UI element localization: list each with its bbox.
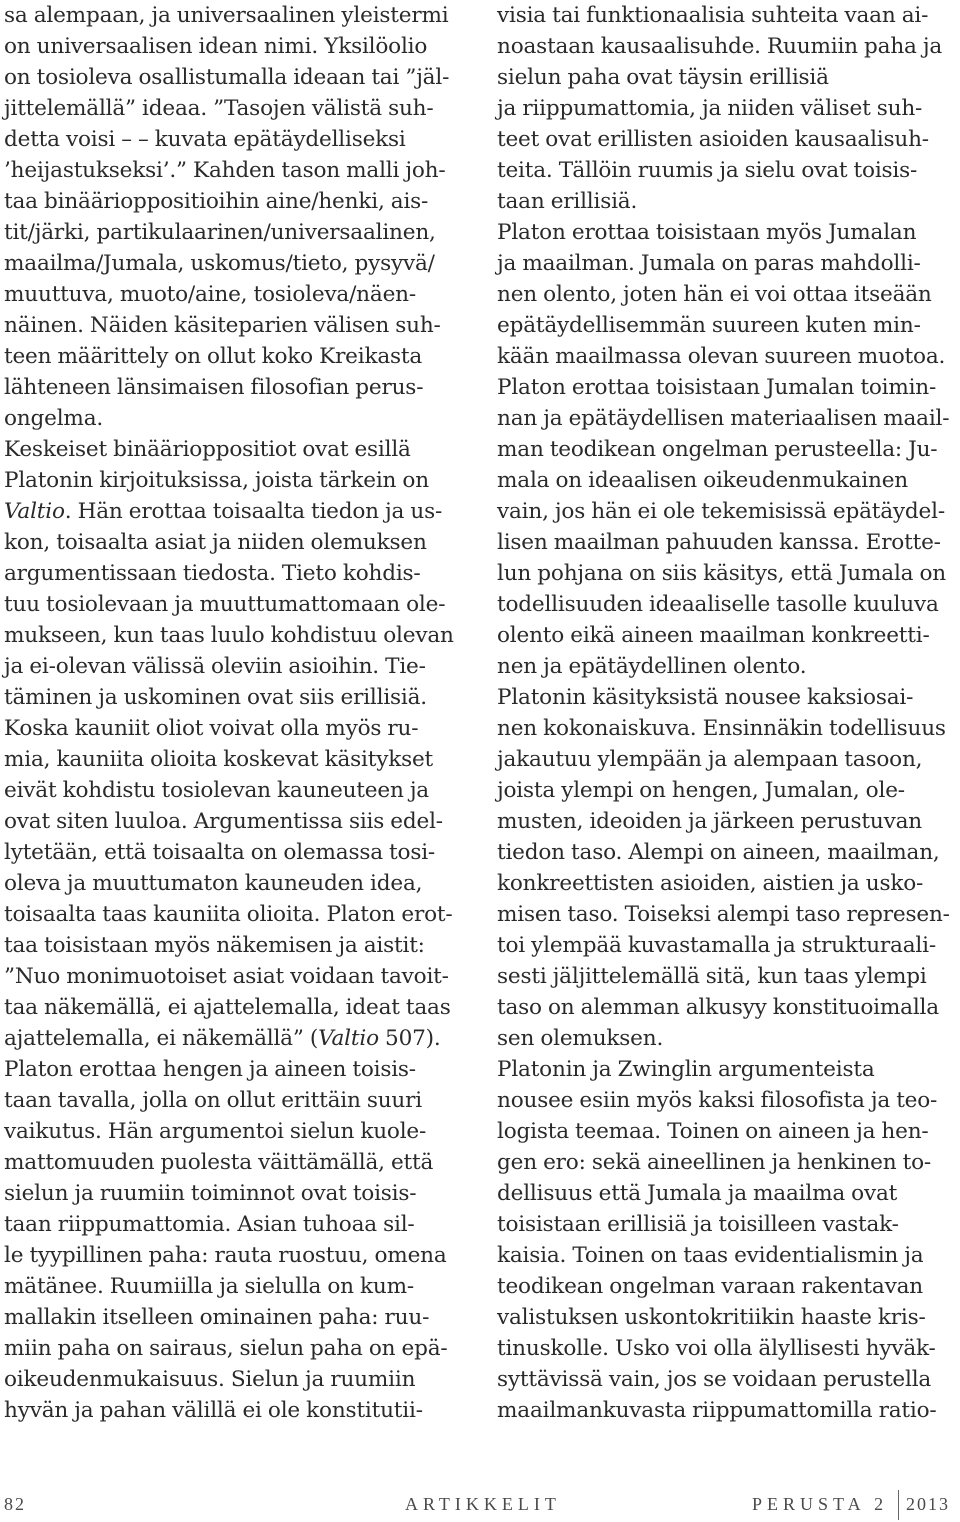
text-line: kään maailmassa olevan suureen muotoa. bbox=[497, 344, 946, 369]
text-line: ja maailman. Jumala on paras mahdolli- bbox=[497, 251, 921, 276]
text-line: lun pohjana on siis käsitys, että Jumala on bbox=[497, 561, 947, 586]
text-line: logista teemaa. Toinen on aineen ja hen- bbox=[497, 1119, 929, 1144]
text-line: toi ylempää kuvastamalla ja strukturaali- bbox=[497, 933, 936, 958]
publication-year: 2013 bbox=[906, 1494, 950, 1514]
right-text-column bbox=[497, 0, 959, 1426]
text-line: miin paha on sairaus, sielun paha on epä- bbox=[4, 1336, 448, 1361]
text-line: Valtio. Hän erottaa toisaalta tiedon ja us- bbox=[4, 499, 443, 524]
text-line: on universaalisen idean nimi. Yksilöolio bbox=[4, 34, 428, 59]
text-line: kon, toisaalta asiat ja niiden olemuksen bbox=[4, 530, 427, 555]
text-line: nousee esiin myös kaksi filosofista ja teo- bbox=[497, 1088, 938, 1113]
text-line: vaikutus. Hän argumentoi sielun kuole- bbox=[4, 1119, 427, 1144]
text-line: ja riippumattomia, ja niiden väliset suh- bbox=[497, 96, 923, 121]
text-line: taan tavalla, jolla on ollut erittäin suuri bbox=[4, 1088, 422, 1113]
text-line: mia, kauniita olioita koskevat käsitykset bbox=[4, 747, 434, 772]
text-line: nen ja epätäydellinen olento. bbox=[497, 654, 807, 679]
text-line: misen taso. Toiseksi alempi taso represen- bbox=[497, 902, 950, 927]
text-line: nen olento, joten hän ei voi ottaa itseään bbox=[497, 282, 932, 307]
text-line: vain, jos hän ei ole tekemisissä epätäydel- bbox=[497, 499, 945, 524]
text-line: eivät kohdistu tosiolevan kauneuteen ja bbox=[4, 778, 429, 803]
text-line: lytetään, että toisaalta on olemassa tosi- bbox=[4, 840, 436, 865]
text-line: näinen. Näiden käsiteparien välisen suh- bbox=[4, 313, 441, 338]
text-line: noastaan kausaalisuhde. Ruumiin paha ja bbox=[497, 34, 943, 59]
text-line: sesti jäljittelemällä sitä, kun taas ylempi bbox=[497, 964, 927, 989]
text-line: todellisuuden ideaaliselle tasolle kuuluva bbox=[497, 592, 939, 617]
text-line: jakautuu ylempään ja alempaan tasoon, bbox=[497, 747, 923, 772]
text-line: ongelma. bbox=[4, 406, 104, 431]
text-line: le tyypillinen paha: rauta ruostuu, omena bbox=[4, 1243, 447, 1268]
text-line: tinuskolle. Usko voi olla älyllisesti hyväk- bbox=[497, 1336, 936, 1361]
text-line: gen ero: sekä aineellinen ja henkinen to- bbox=[497, 1150, 931, 1175]
text-line: Keskeiset binäärioppositiot ovat esillä bbox=[4, 437, 411, 462]
page-footer bbox=[0, 1490, 960, 1520]
text-line: oleva ja muuttumaton kauneuden idea, bbox=[4, 871, 423, 896]
text-line: ovat siten luuloa. Argumentissa siis edel- bbox=[4, 809, 443, 834]
text-line: olento eikä aineen maailman konkreetti- bbox=[497, 623, 930, 648]
text-line: jittelemällä” ideaa. ”Tasojen välistä suh- bbox=[4, 96, 434, 121]
section-name: ARTIKKELIT bbox=[405, 1494, 561, 1514]
text-line: Platonin käsityksistä nousee kaksiosai- bbox=[497, 685, 914, 710]
text-line: sen olemuksen. bbox=[497, 1026, 664, 1051]
text-line: mala on ideaalisen oikeudenmukainen bbox=[497, 468, 908, 493]
text-line: muuttuva, muoto/aine, tosioleva/näen- bbox=[4, 282, 416, 307]
text-line: Platon erottaa toisistaan myös Jumalan bbox=[497, 220, 917, 245]
text-line: nan ja epätäydellisen materiaalisen maail- bbox=[497, 406, 950, 431]
text-line: ja ei-olevan välissä oleviin asioihin. Tie- bbox=[4, 654, 426, 679]
text-line: kaisia. Toinen on taas evidentialismin ja bbox=[497, 1243, 924, 1268]
text-line: sa alempaan, ja universaalinen yleistermi bbox=[4, 3, 449, 28]
text-line: tuu tosiolevaan ja muuttumattomaan ole- bbox=[4, 592, 446, 617]
text-line: toisistaan erillisiä ja toisilleen vastak- bbox=[497, 1212, 899, 1237]
text-line: taa näkemällä, ei ajattelemalla, ideat taas bbox=[4, 995, 451, 1020]
text-line: mallakin itselleen ominainen paha: ruu- bbox=[4, 1305, 430, 1330]
text-line: toisaalta taas kauniita olioita. Platon erot- bbox=[4, 902, 453, 927]
text-line: Platon erottaa toisistaan Jumalan toimin- bbox=[497, 375, 937, 400]
text-line: visia tai funktionaalisia suhteita vaan ai- bbox=[497, 3, 929, 28]
text-line: musten, ideoiden ja järkeen perustuvan bbox=[497, 809, 922, 834]
text-line: dellisuus että Jumala ja maailma ovat bbox=[497, 1181, 898, 1206]
text-line: sielun ja ruumiin toiminnot ovat toisis- bbox=[4, 1181, 417, 1206]
page-number: 82 bbox=[4, 1494, 26, 1514]
text-line: syttävissä vain, jos se voidaan perustella bbox=[497, 1367, 932, 1392]
text-line: lisen maailman pahuuden kanssa. Erotte- bbox=[497, 530, 941, 555]
text-line: ”Nuo monimuotoiset asiat voidaan tavoit- bbox=[4, 964, 449, 989]
text-line: valistuksen uskontokritiikin haaste kris- bbox=[497, 1305, 926, 1330]
text-line: tiedon taso. Alempi on aineen, maailman, bbox=[497, 840, 940, 865]
text-line: nen kokonaiskuva. Ensinnäkin todellisuus bbox=[497, 716, 946, 741]
text-line: teen määrittely on ollut koko Kreikasta bbox=[4, 344, 423, 369]
text-line: teet ovat erillisten asioiden kausaalisuh- bbox=[497, 127, 929, 152]
journal-name: PERUSTA 2 bbox=[752, 1494, 889, 1514]
text-line: on tosioleva osallistumalla ideaan tai ”jäl- bbox=[4, 65, 450, 90]
text-line: mukseen, kun taas luulo kohdistuu olevan bbox=[4, 623, 454, 648]
text-line: konkreettisten asioiden, aistien ja usko- bbox=[497, 871, 924, 896]
text-line: täminen ja uskominen ovat siis erillisiä. bbox=[4, 685, 427, 710]
text-line: detta voisi – – kuvata epätäydelliseksi bbox=[4, 127, 406, 152]
text-line: hyvän ja pahan välillä ei ole konstitutii- bbox=[4, 1398, 423, 1423]
text-line: maailmankuvasta riippumattomilla ratio- bbox=[497, 1398, 937, 1423]
text-line: sielun paha ovat täysin erillisiä bbox=[497, 65, 829, 90]
text-line: taa binäärioppositioihin aine/henki, ais- bbox=[4, 189, 429, 214]
text-line: Platonin ja Zwinglin argumenteista bbox=[497, 1057, 875, 1082]
text-line: teodikean ongelman varaan rakentavan bbox=[497, 1274, 923, 1299]
text-line: Platon erottaa hengen ja aineen toisis- bbox=[4, 1057, 416, 1082]
text-line: lähteneen länsimaisen filosofian perus- bbox=[4, 375, 424, 400]
text-line: oikeudenmukaisuus. Sielun ja ruumiin bbox=[4, 1367, 416, 1392]
text-line: argumentissaan tiedosta. Tieto kohdis- bbox=[4, 561, 421, 586]
text-line: tit/järki, partikulaarinen/universaalinen, bbox=[4, 220, 436, 245]
text-line: ’heijastukseksi’.” Kahden tason malli joh- bbox=[4, 158, 446, 183]
text-line: maailma/Jumala, uskomus/tieto, pysyvä/ bbox=[4, 251, 435, 276]
text-line: taan erillisiä. bbox=[497, 189, 638, 214]
footer-divider bbox=[898, 1490, 899, 1520]
text-line: teita. Tällöin ruumis ja sielu ovat toisis- bbox=[497, 158, 918, 183]
text-line: epätäydellisemmän suureen kuten min- bbox=[497, 313, 921, 338]
text-line: mattomuuden puolesta väittämällä, että bbox=[4, 1150, 434, 1175]
text-line: taan riippumattomia. Asian tuhoaa sil- bbox=[4, 1212, 415, 1237]
text-line: joista ylempi on hengen, Jumalan, ole- bbox=[497, 778, 905, 803]
left-text-column bbox=[4, 0, 466, 1426]
text-line: Koska kauniit oliot voivat olla myös ru- bbox=[4, 716, 419, 741]
text-line: taa toisistaan myös näkemisen ja aistit: bbox=[4, 933, 425, 958]
text-line: mätänee. Ruumiilla ja sielulla on kum- bbox=[4, 1274, 415, 1299]
text-line: taso on alemman alkusyy konstituoimalla bbox=[497, 995, 939, 1020]
text-line: ajattelemalla, ei näkemällä” (Valtio 507). bbox=[4, 1026, 441, 1051]
text-line: Platonin kirjoituksissa, joista tärkein on bbox=[4, 468, 429, 493]
text-line: man teodikean ongelman perusteella: Ju- bbox=[497, 437, 938, 462]
